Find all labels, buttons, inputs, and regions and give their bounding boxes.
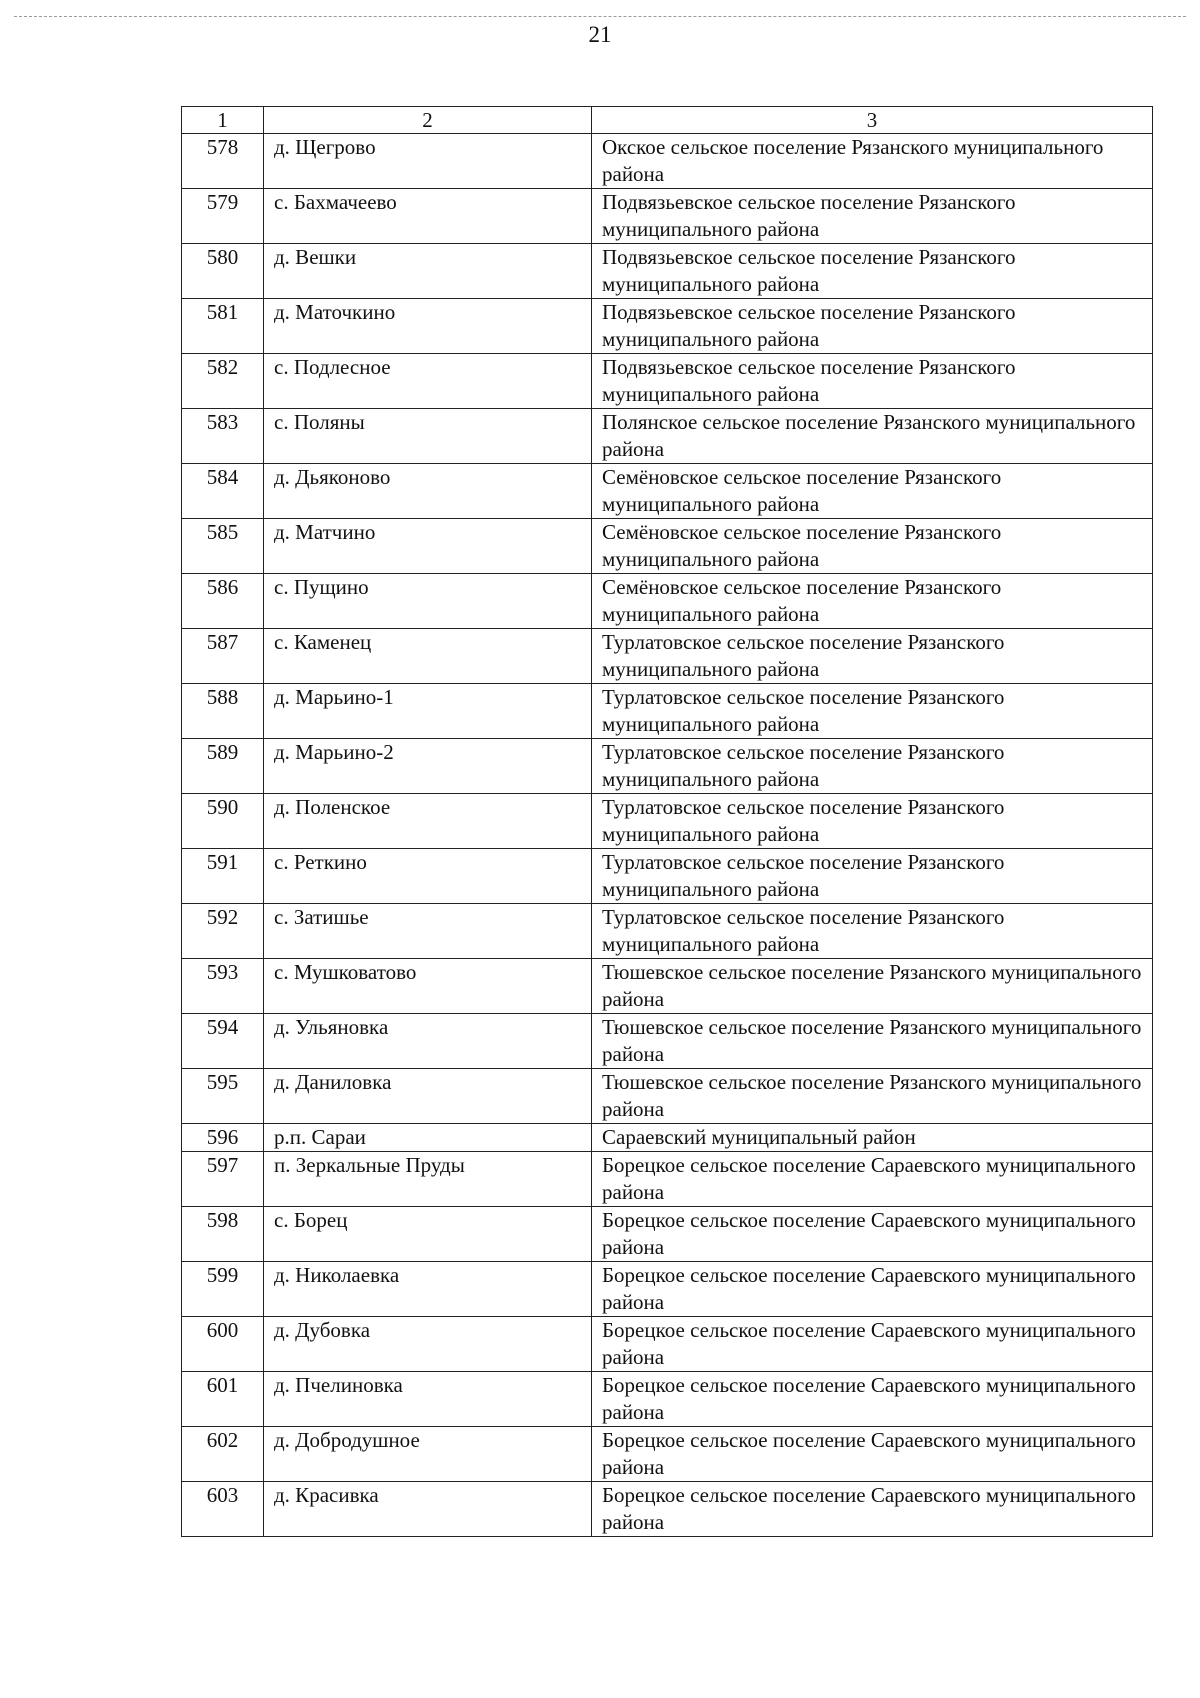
table-row <box>182 1482 1153 1537</box>
municipality-name: Борецкое сельское поселение Сараевского муниципального района <box>592 1427 1153 1482</box>
settlement-name: с. Мушковатово <box>264 959 592 1014</box>
settlement-name: с. Каменец <box>264 629 592 684</box>
row-number: 602 <box>182 1427 264 1482</box>
table-row <box>182 1262 1153 1317</box>
municipality-name: Борецкое сельское поселение Сараевского муниципального района <box>592 1262 1153 1317</box>
municipality-name: Полянское сельское поселение Рязанского муниципального района <box>592 409 1153 464</box>
settlement-name: с. Поляны <box>264 409 592 464</box>
table-row <box>182 574 1153 629</box>
row-number: 584 <box>182 464 264 519</box>
table-row <box>182 1014 1153 1069</box>
municipality-name: Тюшевское сельское поселение Рязанского муниципального района <box>592 1069 1153 1124</box>
column-header-3: 3 <box>592 107 1153 134</box>
settlement-name: с. Подлесное <box>264 354 592 409</box>
municipality-name: Турлатовское сельское поселение Рязанского муниципального района <box>592 794 1153 849</box>
municipality-name: Турлатовское сельское поселение Рязанского муниципального района <box>592 849 1153 904</box>
table-row <box>182 244 1153 299</box>
municipality-name: Семёновское сельское поселение Рязанского муниципального района <box>592 464 1153 519</box>
municipality-name: Тюшевское сельское поселение Рязанского муниципального района <box>592 1014 1153 1069</box>
column-header-2: 2 <box>264 107 592 134</box>
row-number: 588 <box>182 684 264 739</box>
settlement-name: с. Борец <box>264 1207 592 1262</box>
municipality-name: Турлатовское сельское поселение Рязанского муниципального района <box>592 684 1153 739</box>
table-row <box>182 1152 1153 1207</box>
municipality-name: Борецкое сельское поселение Сараевского муниципального района <box>592 1152 1153 1207</box>
header-row <box>182 107 1153 134</box>
table-row <box>182 629 1153 684</box>
row-number: 590 <box>182 794 264 849</box>
settlement-name: д. Даниловка <box>264 1069 592 1124</box>
settlement-name: с. Реткино <box>264 849 592 904</box>
table-row <box>182 519 1153 574</box>
table-row <box>182 409 1153 464</box>
table-row <box>182 684 1153 739</box>
settlement-name: д. Вешки <box>264 244 592 299</box>
municipality-name: Борецкое сельское поселение Сараевского муниципального района <box>592 1317 1153 1372</box>
row-number: 601 <box>182 1372 264 1427</box>
row-number: 603 <box>182 1482 264 1537</box>
settlement-name: п. Зеркальные Пруды <box>264 1152 592 1207</box>
table-row <box>182 739 1153 794</box>
table-row <box>182 1372 1153 1427</box>
settlement-name: д. Добродушное <box>264 1427 592 1482</box>
table-row <box>182 354 1153 409</box>
scan-artifact-line <box>14 16 1186 17</box>
municipality-name: Семёновское сельское поселение Рязанского муниципального района <box>592 574 1153 629</box>
settlement-name: д. Щегрово <box>264 134 592 189</box>
municipality-name: Семёновское сельское поселение Рязанского муниципального района <box>592 519 1153 574</box>
table-header <box>182 107 1153 134</box>
row-number: 599 <box>182 1262 264 1317</box>
row-number: 591 <box>182 849 264 904</box>
table-body <box>182 134 1153 1537</box>
table-row <box>182 464 1153 519</box>
settlement-name: д. Красивка <box>264 1482 592 1537</box>
settlement-name: д. Поленское <box>264 794 592 849</box>
settlement-name: р.п. Сараи <box>264 1124 592 1152</box>
settlement-name: д. Дубовка <box>264 1317 592 1372</box>
row-number: 595 <box>182 1069 264 1124</box>
table-row <box>182 1427 1153 1482</box>
settlement-name: д. Николаевка <box>264 1262 592 1317</box>
table-row <box>182 1124 1153 1152</box>
table-row <box>182 1317 1153 1372</box>
settlements-table <box>181 106 1153 1537</box>
row-number: 583 <box>182 409 264 464</box>
municipality-name: Подвязьевское сельское поселение Рязанского муниципального района <box>592 354 1153 409</box>
municipality-name: Борецкое сельское поселение Сараевского муниципального района <box>592 1207 1153 1262</box>
row-number: 596 <box>182 1124 264 1152</box>
row-number: 585 <box>182 519 264 574</box>
row-number: 600 <box>182 1317 264 1372</box>
settlement-name: д. Маточкино <box>264 299 592 354</box>
row-number: 578 <box>182 134 264 189</box>
municipality-name: Борецкое сельское поселение Сараевского муниципального района <box>592 1372 1153 1427</box>
settlement-name: с. Пущино <box>264 574 592 629</box>
row-number: 586 <box>182 574 264 629</box>
row-number: 589 <box>182 739 264 794</box>
table-row <box>182 189 1153 244</box>
table-row <box>182 959 1153 1014</box>
settlement-name: д. Марьино-2 <box>264 739 592 794</box>
table-row <box>182 134 1153 189</box>
municipality-name: Турлатовское сельское поселение Рязанского муниципального района <box>592 904 1153 959</box>
column-header-1: 1 <box>182 107 264 134</box>
row-number: 594 <box>182 1014 264 1069</box>
municipality-name: Подвязьевское сельское поселение Рязанского муниципального района <box>592 299 1153 354</box>
settlement-name: д. Пчелиновка <box>264 1372 592 1427</box>
row-number: 581 <box>182 299 264 354</box>
municipality-name: Сараевский муниципальный район <box>592 1124 1153 1152</box>
page-number: 21 <box>588 22 612 47</box>
table-row <box>182 1069 1153 1124</box>
row-number: 580 <box>182 244 264 299</box>
settlement-name: с. Бахмачеево <box>264 189 592 244</box>
settlement-name: с. Затишье <box>264 904 592 959</box>
municipality-name: Тюшевское сельское поселение Рязанского муниципального района <box>592 959 1153 1014</box>
row-number: 579 <box>182 189 264 244</box>
settlement-name: д. Дьяконово <box>264 464 592 519</box>
row-number: 592 <box>182 904 264 959</box>
municipality-name: Борецкое сельское поселение Сараевского муниципального района <box>592 1482 1153 1537</box>
settlement-name: д. Марьино-1 <box>264 684 592 739</box>
row-number: 582 <box>182 354 264 409</box>
row-number: 597 <box>182 1152 264 1207</box>
municipality-name: Турлатовское сельское поселение Рязанского муниципального района <box>592 739 1153 794</box>
row-number: 587 <box>182 629 264 684</box>
row-number: 598 <box>182 1207 264 1262</box>
table-row <box>182 849 1153 904</box>
municipality-name: Окское сельское поселение Рязанского муниципального района <box>592 134 1153 189</box>
municipality-name: Подвязьевское сельское поселение Рязанского муниципального района <box>592 189 1153 244</box>
table-row <box>182 299 1153 354</box>
settlement-name: д. Ульяновка <box>264 1014 592 1069</box>
municipality-name: Подвязьевское сельское поселение Рязанского муниципального района <box>592 244 1153 299</box>
table-row <box>182 1207 1153 1262</box>
table-row <box>182 904 1153 959</box>
settlement-name: д. Матчино <box>264 519 592 574</box>
table-row <box>182 794 1153 849</box>
municipality-name: Турлатовское сельское поселение Рязанского муниципального района <box>592 629 1153 684</box>
row-number: 593 <box>182 959 264 1014</box>
